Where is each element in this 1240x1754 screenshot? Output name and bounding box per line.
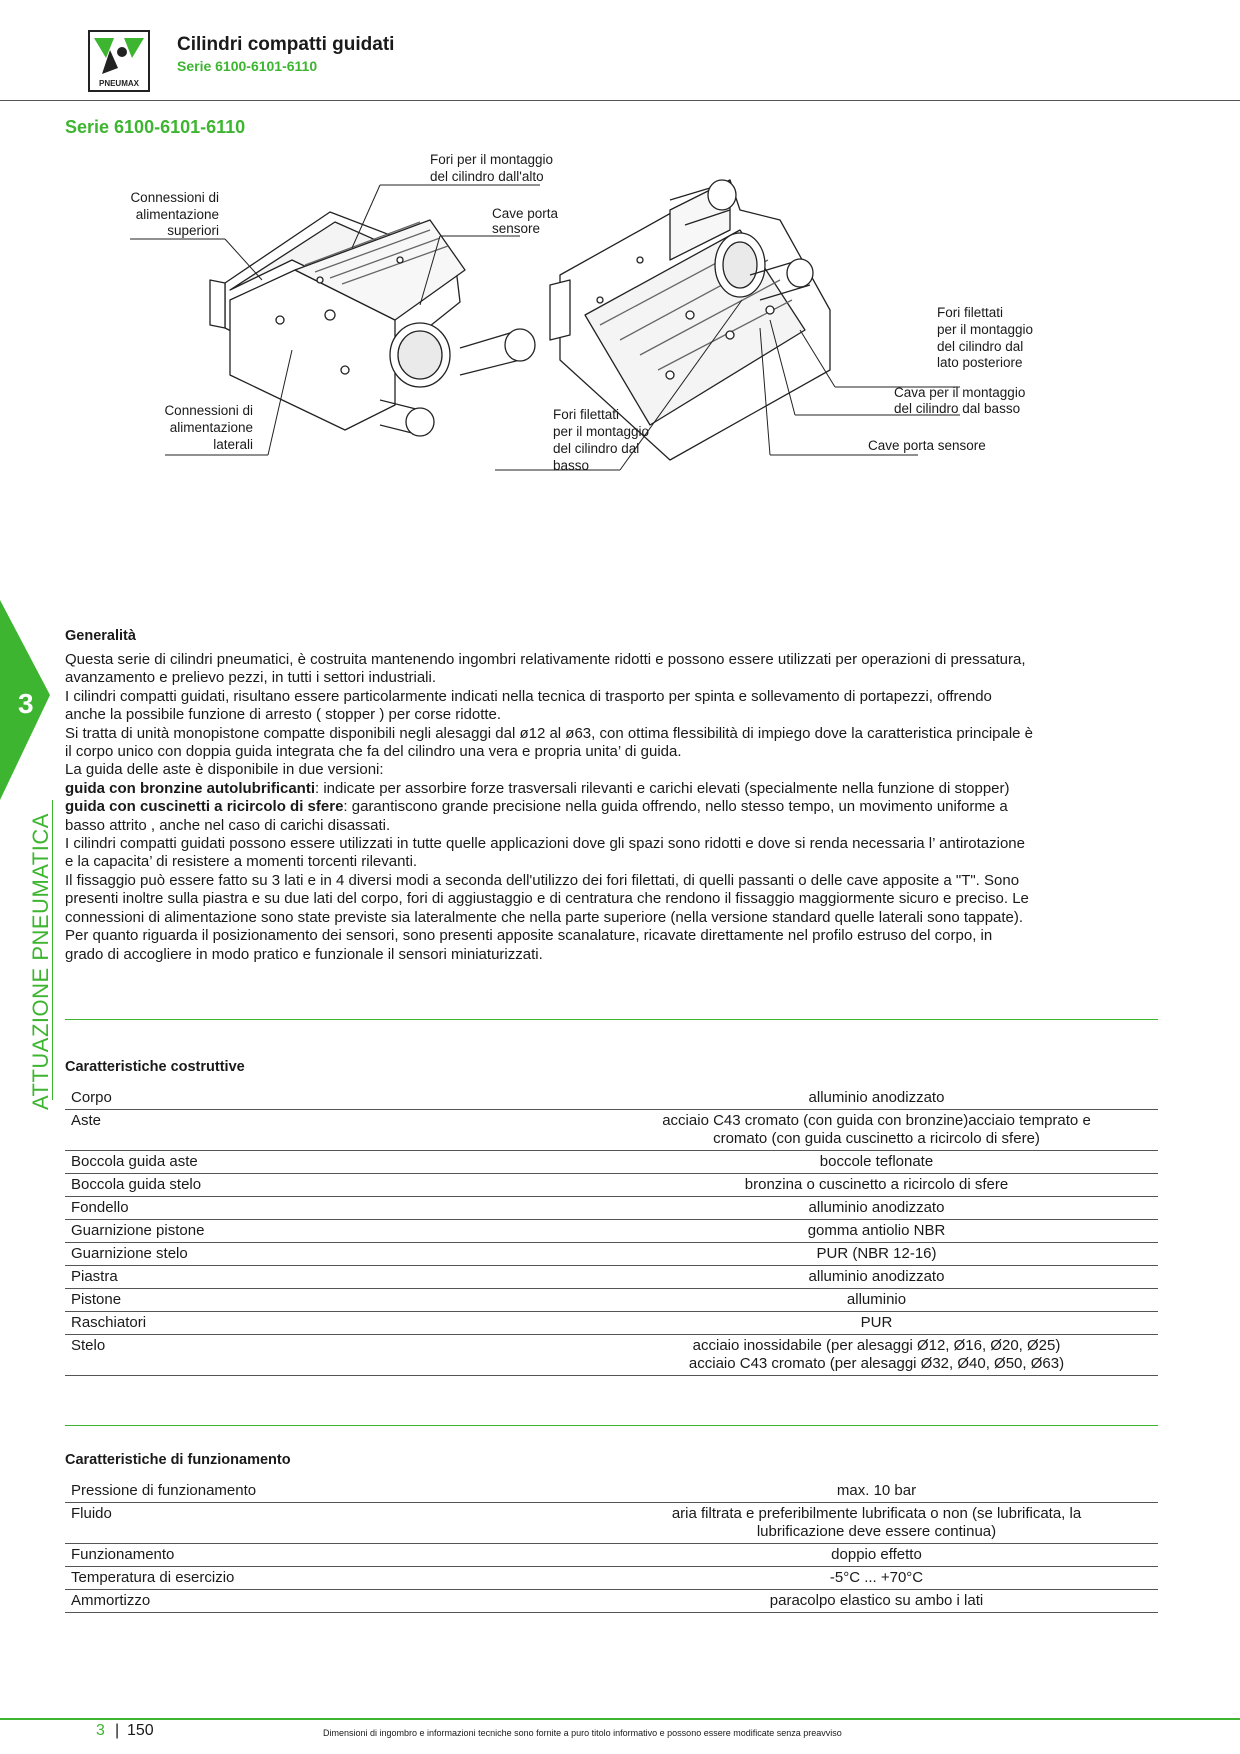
row-value	[595, 1480, 1158, 1503]
row-value	[595, 1289, 1158, 1312]
row-value	[595, 1335, 1158, 1376]
row-value	[595, 1243, 1158, 1266]
row-value	[595, 1312, 1158, 1335]
row-value-line: acciaio C43 cromato (per alesaggi Ø32, Ø40, Ø50, Ø63)	[688, 1355, 1065, 1372]
text-line: anche la possibile funzione di arresto ( stopper ) per corse ridotte.	[65, 706, 502, 724]
row-label: Piastra	[65, 1266, 595, 1289]
row-value	[595, 1151, 1158, 1174]
table-row	[65, 1197, 1158, 1220]
text-line: guida con bronzine autolubrificanti: indicate per assorbire forze trasversali rilevanti e carichi elevati (specialmente nella funzione di stopper)	[65, 779, 1010, 797]
row-value-line: -5°C ... +70°C	[829, 1569, 924, 1586]
row-label: Raschiatori	[65, 1312, 595, 1335]
footer-chapter: 3	[96, 1722, 105, 1739]
callout-top-mount-1: Fori per il montaggio	[430, 152, 554, 167]
text-line: presenti inoltre sulla piastra e su due lati del corpo, fori di aggiustaggio e di centratura che rendono il fissaggio maggiormente sicuro e preciso. Le	[65, 890, 1029, 908]
callout-rear-threaded-3: del cilindro dal	[937, 339, 1024, 354]
row-value	[595, 1087, 1158, 1110]
table-row	[65, 1335, 1158, 1376]
row-value-line: cromato (con guida cuscinetto a ricircolo di sfere)	[713, 1130, 1040, 1147]
ball-guide-label: guida con cuscinetti a ricircolo di sfere	[65, 798, 344, 816]
pneumax-logo	[88, 30, 150, 92]
table-row	[65, 1503, 1158, 1544]
row-label: Stelo	[65, 1335, 595, 1376]
row-value	[595, 1220, 1158, 1243]
callout-bottom-threaded-4: basso	[553, 458, 590, 473]
row-label: Fondello	[65, 1197, 595, 1220]
table-row	[65, 1544, 1158, 1567]
text-line: grado di accogliere in modo pratico e funzionale il sensori miniaturizzati.	[65, 945, 543, 963]
bronze-guide-label: guida con bronzine autolubrificanti	[65, 779, 315, 797]
callout-bottom-threaded-1: Fori filettati	[553, 407, 620, 422]
row-value	[595, 1567, 1158, 1590]
callout-side-supply-1: Connessioni di	[164, 403, 253, 418]
row-value-line: alluminio anodizzato	[808, 1268, 945, 1285]
row-value-line: aria filtrata e preferibilmente lubrificata o non (se lubrificata, la	[671, 1505, 1082, 1522]
row-label: Aste	[65, 1110, 595, 1151]
callout-side-supply-2: alimentazione	[169, 420, 253, 435]
table-row	[65, 1220, 1158, 1243]
row-value-line: boccole teflonate	[819, 1153, 934, 1170]
text-line: e la capacita’ di resistere a momenti torcenti rilevanti.	[65, 853, 418, 871]
header-divider	[0, 100, 1240, 101]
row-label: Ammortizzo	[65, 1590, 595, 1613]
table-row	[65, 1174, 1158, 1197]
row-value	[595, 1503, 1158, 1544]
row-value-line: alluminio anodizzato	[808, 1199, 945, 1216]
generalita-heading: Generalità	[65, 628, 136, 644]
callout-sensor-bottom: Cave porta sensore	[868, 438, 986, 453]
callout-top-mount-2: del cilindro dall'alto	[430, 169, 544, 184]
callout-top-supply-3: superiori	[167, 223, 219, 238]
callout-sensor-top-2: sensore	[492, 221, 541, 236]
text-line: avanzamento e prelievo pezzi, in tutti i settori industriali.	[65, 669, 437, 687]
callout-bottom-slot-2: del cilindro dal basso	[894, 401, 1021, 416]
row-value-line: alluminio	[846, 1291, 907, 1308]
text-line: Il fissaggio può essere fatto su 3 lati e in 4 diversi modi a seconda dell'utilizzo dei fori filettati, di quelli passanti o delle cave apposite a "T". Sono	[65, 871, 1020, 889]
table-row	[65, 1289, 1158, 1312]
text-line: basso attrito , anche nel caso di carichi disassati.	[65, 816, 391, 834]
callout-top-supply-1: Connessioni di	[130, 190, 219, 205]
text-line: connessioni di alimentazione sono state previste sia lateralmente che nella parte superiore (nella versione standard quelle laterali sono tappate).	[65, 908, 1024, 926]
callout-rear-threaded-2: per il montaggio	[937, 322, 1034, 337]
header-subtitle: Serie 6100-6101-6110	[177, 58, 318, 74]
row-value	[595, 1197, 1158, 1220]
table-row	[65, 1567, 1158, 1590]
table-row	[65, 1151, 1158, 1174]
row-value-line: gomma antiolio NBR	[807, 1222, 946, 1239]
section-divider	[65, 1425, 1158, 1426]
row-label: Guarnizione pistone	[65, 1220, 595, 1243]
table-row	[65, 1087, 1158, 1110]
row-value	[595, 1266, 1158, 1289]
cylinder-diagram	[130, 152, 1090, 540]
construction-table	[65, 1087, 1158, 1376]
chapter-number: 3	[18, 688, 34, 719]
row-label: Corpo	[65, 1087, 595, 1110]
row-value-line: bronzina o cuscinetto a ricircolo di sfere	[744, 1176, 1009, 1193]
callout-sensor-top-1: Cave porta	[492, 206, 559, 221]
generalita-text	[65, 651, 1165, 964]
row-label: Guarnizione stelo	[65, 1243, 595, 1266]
row-value-line: PUR	[860, 1314, 893, 1331]
row-value	[595, 1590, 1158, 1613]
row-value-line: lubrificazione deve essere continua)	[756, 1523, 997, 1540]
footer-separator: |	[115, 1722, 120, 1739]
text-line: guida con cuscinetti a ricircolo di sfere: garantiscono grande precisione nella guida offrendo, nello stesso tempo, un movimento uniforme a	[65, 798, 1008, 816]
row-value-line: max. 10 bar	[836, 1482, 917, 1499]
construction-heading: Caratteristiche costruttive	[65, 1059, 245, 1075]
logo-text: PNEUMAX	[98, 79, 140, 88]
row-value	[595, 1110, 1158, 1151]
row-label: Funzionamento	[65, 1544, 595, 1567]
footer-rule	[0, 1718, 1240, 1720]
row-value-line: acciaio C43 cromato (con guida con bronzine)acciaio temprato e	[662, 1112, 1091, 1129]
row-value	[595, 1174, 1158, 1197]
table-row	[65, 1110, 1158, 1151]
section-divider	[65, 1019, 1158, 1020]
callout-rear-threaded-1: Fori filettati	[937, 305, 1004, 320]
table-row	[65, 1590, 1158, 1613]
row-label: Temperatura di esercizio	[65, 1567, 595, 1590]
text-line: il corpo unico con doppia guida integrata che fa del cilindro una vera e propria unita’ di guida.	[65, 743, 682, 761]
row-value-line: acciaio inossidabile (per alesaggi Ø12, Ø16, Ø20, Ø25)	[692, 1337, 1061, 1354]
callout-bottom-threaded-3: del cilindro dal	[553, 441, 640, 456]
footer-page-number: 150	[127, 1722, 154, 1739]
table-row	[65, 1243, 1158, 1266]
header-title: Cilindri compatti guidati	[177, 34, 395, 55]
row-value-line: PUR (NBR 12-16)	[816, 1245, 937, 1262]
chapter-label: ATTUAZIONE PNEUMATICA	[28, 813, 53, 1110]
table-row	[65, 1480, 1158, 1503]
callout-bottom-threaded-2: per il montaggio	[553, 424, 650, 439]
row-value-line: alluminio anodizzato	[808, 1089, 945, 1106]
text-line: Si tratta di unità monopistone compatte disponibili negli alesaggi dal ø12 al ø63, con ottima flessibilità di impiego dove la caratteristica principale è	[65, 724, 1034, 742]
callout-rear-threaded-4: lato posteriore	[937, 355, 1023, 370]
series-title: Serie 6100-6101-6110	[65, 117, 246, 137]
callout-top-supply-2: alimentazione	[135, 207, 219, 222]
row-label: Boccola guida stelo	[65, 1174, 595, 1197]
row-label: Pistone	[65, 1289, 595, 1312]
operation-heading: Caratteristiche di funzionamento	[65, 1452, 291, 1468]
row-label: Fluido	[65, 1503, 595, 1544]
text-line: I cilindri compatti guidati possono essere utilizzati in tutte quelle applicazioni dove gli spazi sono ridotti e dove si renda necessaria l’ antirotazione	[65, 835, 1025, 853]
text-line: I cilindri compatti guidati, risultano essere particolarmente indicati nella tecnica di trasporto per spinta e sollevamento di portapezzi, offrendo	[65, 687, 992, 705]
row-value-line: doppio effetto	[831, 1546, 922, 1563]
operation-table	[65, 1480, 1158, 1613]
table-row	[65, 1266, 1158, 1289]
row-value	[595, 1544, 1158, 1567]
text-line: Questa serie di cilindri pneumatici, è costruita mantenendo ingombri relativamente ridotti e possono essere utilizzati per operazioni di pressatura,	[65, 651, 1026, 668]
row-label: Boccola guida aste	[65, 1151, 595, 1174]
callout-side-supply-3: laterali	[213, 437, 253, 452]
callout-bottom-slot-1: Cava per il montaggio	[894, 385, 1026, 400]
table-row	[65, 1312, 1158, 1335]
footer-disclaimer: Dimensioni di ingombro e informazioni tecniche sono fornite a puro titolo informativo e possono essere modificate senza preavviso	[323, 1728, 842, 1738]
row-label: Pressione di funzionamento	[65, 1480, 595, 1503]
row-value-line: paracolpo elastico su ambo i lati	[769, 1592, 984, 1609]
text-line: Per quanto riguarda il posizionamento dei sensori, sono presenti apposite scanalature, ricavate direttamente nel profilo estruso del corpo, in	[65, 927, 993, 945]
text-line: La guida delle aste è disponibile in due versioni:	[65, 761, 384, 779]
